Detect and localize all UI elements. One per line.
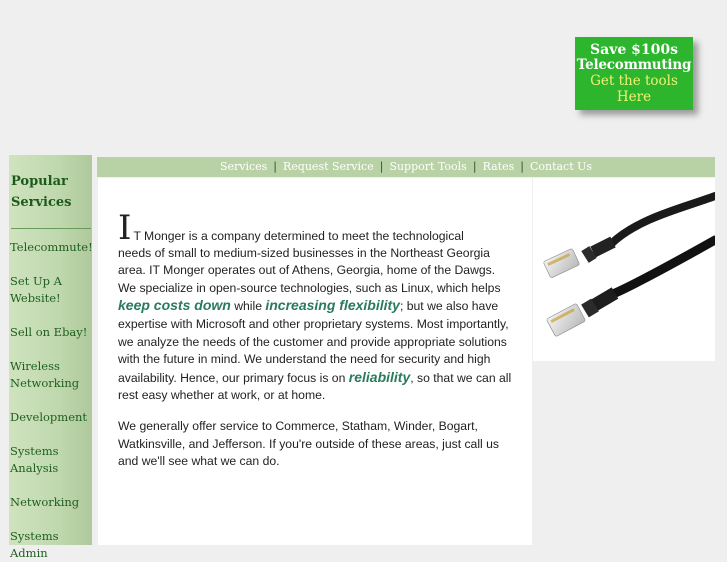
main-content (98, 178, 532, 545)
sidebar-heading-line-1: Popular (11, 174, 68, 189)
sidebar-divider (11, 228, 91, 229)
intro-text-part: ; but we also have expertise with Microsoft and other proprietary systems. Most importantly, we analyze the needs of the customer and provide appropriate solutions with the future in mind. We understand the need for security and high availability. Hence, our primary focus is on (118, 299, 509, 385)
intro-text-part: , so that we can all rest easy whether at work, or at home. (118, 370, 512, 403)
promo-line-3: Get the tools (590, 73, 678, 89)
intro-text-part: while (230, 299, 266, 314)
nav-support-tools[interactable]: Support Tools (389, 160, 467, 173)
nav-rates[interactable]: Rates (482, 160, 515, 173)
emphasis-reliability: reliability (348, 368, 411, 385)
emphasis-increasing-flexibility: increasing flexibility (265, 297, 400, 314)
nav-request-service[interactable]: Request Service (283, 160, 374, 173)
sidebar-item-website[interactable]: Set Up A Website! (10, 274, 62, 305)
service-area-paragraph: We generally offer service to Commerce, Statham, Winder, Bogart, Watkinsville, and Jefferson. If you're outside of these areas, just call us and we'll see what we can do. (118, 418, 500, 469)
sidebar-item-ebay[interactable]: Sell on Ebay! (10, 325, 88, 339)
nav-separator: | (379, 160, 384, 173)
sidebar-item-networking[interactable]: Networking (10, 495, 80, 509)
nav-contact-us[interactable]: Contact Us (529, 160, 593, 173)
drop-cap: I (118, 208, 132, 248)
promo-line-4: Here (616, 89, 652, 105)
sidebar-item-telecommute[interactable]: Telecommute! (10, 240, 93, 254)
sidebar (9, 155, 93, 560)
emphasis-keep-costs-down: keep costs down (118, 297, 231, 314)
ethernet-cable-photo (533, 178, 715, 361)
sidebar-item-systems-analysis[interactable]: Systems Analysis (10, 444, 59, 475)
nav-services[interactable]: Services (219, 160, 268, 173)
nav-separator: | (520, 160, 524, 173)
telecommuting-promo-button[interactable] (575, 37, 693, 110)
top-nav (97, 157, 715, 177)
sidebar-heading-line-2: Services (11, 195, 72, 210)
sidebar-item-development[interactable]: Development (10, 410, 88, 424)
promo-line-1: Save $100s (590, 42, 678, 58)
nav-separator: | (472, 160, 477, 173)
sidebar-item-wireless[interactable]: Wireless Networking (10, 359, 80, 390)
intro-text (118, 208, 516, 471)
nav-separator: | (273, 160, 278, 173)
sidebar-heading (9, 155, 92, 213)
promo-line-2: Telecommuting (576, 57, 692, 73)
intro-paragraph (118, 208, 516, 405)
intro-first-line: T Monger is a company determined to meet the technological (133, 229, 464, 243)
ethernet-cable-icon (533, 178, 715, 361)
sidebar-item-systems-admin[interactable]: Systems Admin (10, 529, 59, 560)
intro-text-part: needs of small to medium-sized businesses in the Northeast Georgia area. IT Monger operates out of Athens, Georgia, home of the Dawgs. We specialize in open-source technologies, such as Linux, which helps (118, 245, 501, 295)
